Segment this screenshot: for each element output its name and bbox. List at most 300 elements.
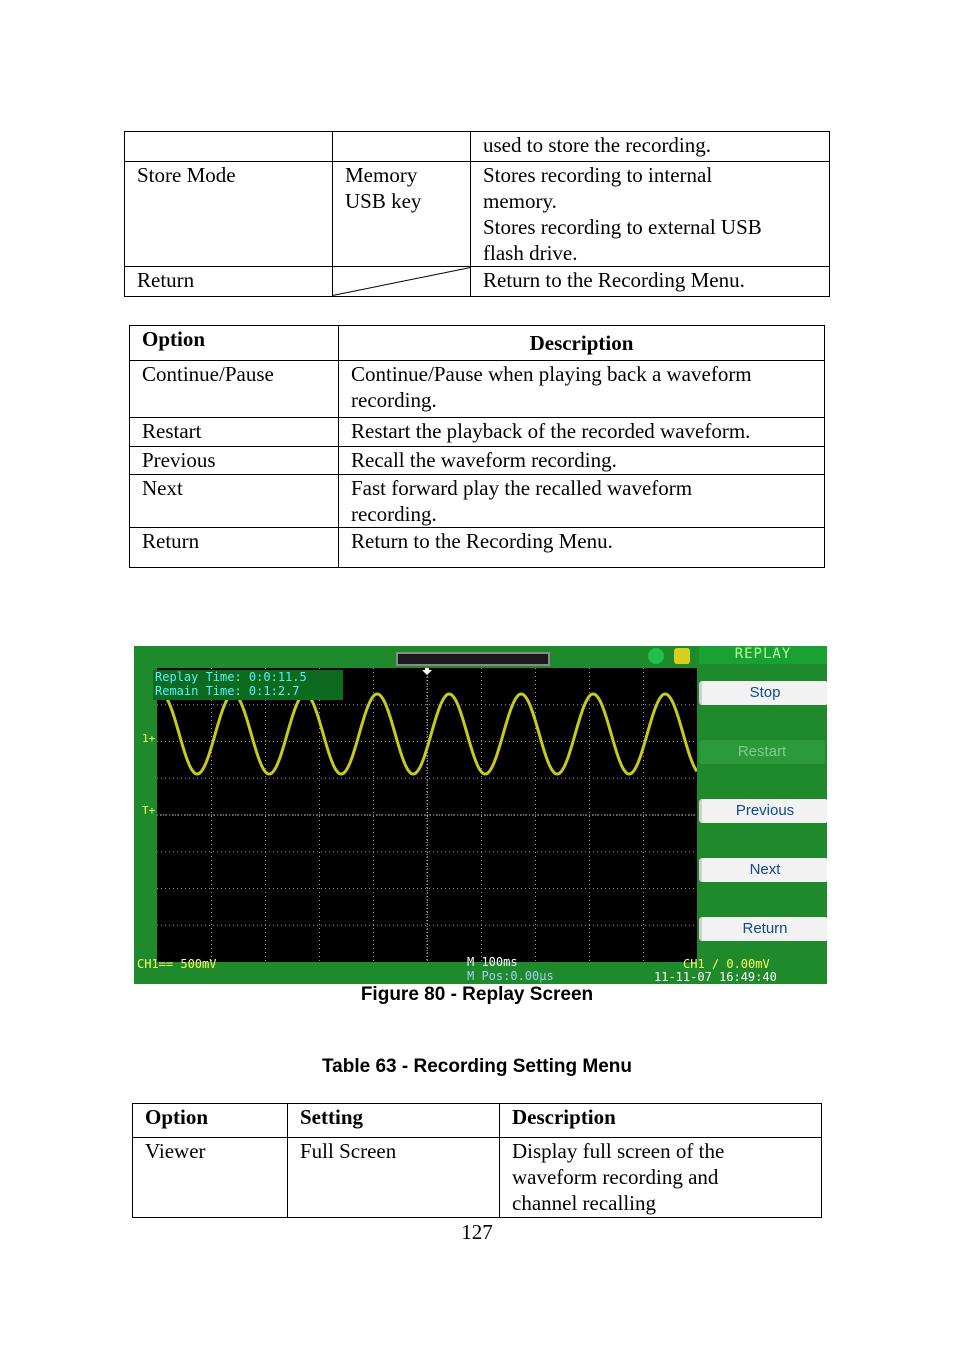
grid-dot — [265, 872, 266, 873]
grid-dot — [481, 728, 482, 729]
grid-dot — [319, 924, 320, 925]
grid-dot — [319, 912, 320, 913]
grid-dot — [265, 668, 266, 669]
grid-dot — [535, 816, 536, 817]
grid-dot — [481, 948, 482, 949]
grid-dot — [265, 956, 266, 957]
grid-dot — [319, 848, 320, 849]
grid-dot — [535, 876, 536, 877]
grid-dot — [535, 944, 536, 945]
grid-dot — [589, 920, 590, 921]
grid-dot — [643, 876, 644, 877]
grid-dot — [589, 668, 590, 669]
table-caption: Table 63 - Recording Setting Menu — [321, 1056, 632, 1077]
grid-dot — [373, 900, 374, 901]
grid-dot — [373, 792, 374, 793]
grid-dot — [589, 928, 590, 929]
previous-button[interactable]: Previous — [699, 799, 827, 823]
grid-dot — [535, 892, 536, 893]
grid-dot — [643, 724, 644, 725]
grid-dot — [589, 952, 590, 953]
grid-dot — [265, 740, 266, 741]
grid-dot — [643, 768, 644, 769]
grid-dot — [319, 852, 320, 853]
grid-dot — [211, 796, 212, 797]
timebase: M 100ms — [467, 955, 518, 969]
grid-dot — [211, 948, 212, 949]
grid-dot — [481, 776, 482, 777]
grid-dot — [481, 848, 482, 849]
memory-bar — [396, 652, 550, 666]
grid-dot — [481, 820, 482, 821]
grid-dot — [319, 748, 320, 749]
grid-dot — [481, 952, 482, 953]
grid-dot — [535, 732, 536, 733]
return-button[interactable]: Return — [699, 917, 827, 941]
grid-dot — [589, 736, 590, 737]
grid-dot — [481, 684, 482, 685]
grid-dot — [319, 892, 320, 893]
grid-dot — [589, 812, 590, 813]
grid-dot — [211, 804, 212, 805]
grid-dot — [643, 960, 644, 961]
table-cell: Return to the Recording Menu. — [471, 267, 830, 297]
grid-dot — [643, 712, 644, 713]
grid-dot — [427, 904, 428, 905]
grid-dot — [373, 944, 374, 945]
grid-dot — [427, 736, 428, 737]
grid-dot — [589, 784, 590, 785]
restart-button[interactable]: Restart — [699, 740, 825, 764]
grid-dot — [643, 668, 644, 669]
grid-dot — [373, 720, 374, 721]
grid-dot — [643, 760, 644, 761]
grid-dot — [211, 820, 212, 821]
grid-dot — [373, 932, 374, 933]
grid-dot — [373, 772, 374, 773]
grid-dot — [535, 752, 536, 753]
grid-dot — [319, 856, 320, 857]
grid-dot — [211, 852, 212, 853]
grid-dot — [643, 692, 644, 693]
header-option: Option — [130, 326, 339, 361]
stop-button[interactable]: Stop — [699, 681, 827, 705]
grid-dot — [535, 844, 536, 845]
grid-dot — [427, 712, 428, 713]
grid-dot — [481, 668, 482, 669]
grid-dot — [373, 960, 374, 961]
grid-dot — [481, 908, 482, 909]
grid-dot — [535, 812, 536, 813]
grid-dot — [589, 836, 590, 837]
grid-dot — [535, 920, 536, 921]
grid-dot — [211, 732, 212, 733]
table-row — [133, 1138, 822, 1218]
table-cell — [500, 1138, 822, 1218]
grid-dot — [643, 732, 644, 733]
grid-dot — [265, 948, 266, 949]
grid-dot — [265, 864, 266, 865]
grid-dot — [265, 936, 266, 937]
grid-dot — [481, 804, 482, 805]
grid-dot — [427, 804, 428, 805]
grid-dot — [319, 880, 320, 881]
grid-dot — [211, 864, 212, 865]
table-cell: Store Mode — [125, 162, 333, 267]
grid-dot — [427, 912, 428, 913]
grid-dot — [265, 832, 266, 833]
grid-dot — [373, 756, 374, 757]
grid-dot — [481, 836, 482, 837]
grid-dot — [373, 752, 374, 753]
grid-dot — [589, 756, 590, 757]
grid-dot — [643, 892, 644, 893]
grid-dot — [319, 788, 320, 789]
grid-dot — [643, 900, 644, 901]
grid-dot — [535, 960, 536, 961]
grid-dot — [643, 840, 644, 841]
grid-dot — [427, 684, 428, 685]
grid-dot — [535, 684, 536, 685]
table-cell: Restart the playback of the recorded waveform. — [339, 418, 825, 447]
grid-dot — [265, 836, 266, 837]
grid-dot — [211, 952, 212, 953]
grid-dot — [373, 712, 374, 713]
grid-dot — [481, 712, 482, 713]
grid-dot — [535, 952, 536, 953]
grid-dot — [373, 948, 374, 949]
grid-dot — [373, 824, 374, 825]
grid-dot — [373, 884, 374, 885]
grid-dot — [481, 832, 482, 833]
grid-dot — [643, 680, 644, 681]
grid-dot — [427, 844, 428, 845]
grid-dot — [643, 700, 644, 701]
grid-dot — [535, 896, 536, 897]
grid-dot — [481, 840, 482, 841]
grid-dot — [535, 772, 536, 773]
grid-dot — [589, 764, 590, 765]
grid-dot — [319, 956, 320, 957]
grid-dot — [481, 724, 482, 725]
grid-dot — [481, 864, 482, 865]
grid-dot — [589, 688, 590, 689]
grid-dot — [211, 944, 212, 945]
grid-dot — [319, 776, 320, 777]
grid-dot — [211, 768, 212, 769]
grid-dot — [211, 896, 212, 897]
grid-dot — [427, 768, 428, 769]
grid-dot — [427, 936, 428, 937]
grid-dot — [643, 916, 644, 917]
grid-dot — [265, 800, 266, 801]
grid-dot — [373, 672, 374, 673]
grid-dot — [643, 852, 644, 853]
grid-dot — [373, 904, 374, 905]
grid-dot — [589, 936, 590, 937]
grid-dot — [427, 792, 428, 793]
grid-dot — [481, 768, 482, 769]
replay-time: Replay Time: 0:0:11.5 — [155, 670, 307, 684]
grid-dot — [535, 680, 536, 681]
grid-dot — [265, 860, 266, 861]
grid-dot — [535, 864, 536, 865]
grid-dot — [319, 816, 320, 817]
table-cell: Return to the Recording Menu. — [339, 528, 825, 568]
grid-dot — [211, 712, 212, 713]
grid-dot — [643, 952, 644, 953]
grid-dot — [373, 872, 374, 873]
grid-dot — [319, 768, 320, 769]
table-cell: Return — [125, 267, 333, 297]
grid-dot — [643, 704, 644, 705]
grid-dot — [319, 812, 320, 813]
grid-dot — [643, 808, 644, 809]
grid-dot — [319, 944, 320, 945]
grid-dot — [643, 716, 644, 717]
grid-dot — [589, 744, 590, 745]
page-number: 127 — [461, 1220, 493, 1244]
grid-dot — [589, 720, 590, 721]
grid-dot — [265, 736, 266, 737]
figure-caption: Figure 80 - Replay Screen — [360, 984, 594, 1005]
grid-dot — [589, 788, 590, 789]
grid-dot — [319, 860, 320, 861]
grid-dot — [643, 912, 644, 913]
next-button[interactable]: Next — [699, 858, 827, 882]
table-cell: Full Screen — [288, 1138, 500, 1218]
grid-dot — [643, 888, 644, 889]
header-description: Description — [339, 326, 825, 361]
grid-dot — [535, 836, 536, 837]
grid-dot — [481, 748, 482, 749]
grid-dot — [265, 916, 266, 917]
grid-dot — [535, 784, 536, 785]
grid-dot — [643, 820, 644, 821]
grid-dot — [481, 932, 482, 933]
grid-dot — [643, 844, 644, 845]
grid-dot — [481, 844, 482, 845]
grid-dot — [373, 836, 374, 837]
grid-dot — [481, 744, 482, 745]
grid-dot — [373, 736, 374, 737]
grid-dot — [211, 932, 212, 933]
grid-dot — [589, 900, 590, 901]
grid-dot — [535, 800, 536, 801]
grid-dot — [589, 948, 590, 949]
grid-dot — [589, 844, 590, 845]
table-row — [125, 162, 830, 267]
grid-dot — [481, 816, 482, 817]
grid-dot — [535, 924, 536, 925]
grid-dot — [535, 744, 536, 745]
grid-dot — [535, 832, 536, 833]
grid-dot — [643, 896, 644, 897]
grid-dot — [265, 824, 266, 825]
grid-dot — [643, 928, 644, 929]
grid-dot — [265, 760, 266, 761]
grid-dot — [427, 876, 428, 877]
grid-dot — [643, 772, 644, 773]
grid-dot — [319, 704, 320, 705]
grid-dot — [319, 740, 320, 741]
grid-dot — [265, 892, 266, 893]
desc-line: flash drive. — [483, 241, 578, 265]
grid-dot — [319, 836, 320, 837]
table-cell: Restart — [130, 418, 339, 447]
grid-dot — [643, 864, 644, 865]
grid-dot — [427, 676, 428, 677]
grid-dot — [535, 916, 536, 917]
grid-dot — [589, 868, 590, 869]
grid-dot — [319, 908, 320, 909]
grid-dot — [589, 940, 590, 941]
grid-dot — [319, 828, 320, 829]
grid-dot — [265, 868, 266, 869]
grid-dot — [265, 884, 266, 885]
grid-dot — [211, 808, 212, 809]
table-cell — [125, 132, 333, 162]
grid-dot — [427, 720, 428, 721]
grid-dot — [589, 732, 590, 733]
grid-dot — [481, 688, 482, 689]
grid-dot — [265, 848, 266, 849]
grid-dot — [319, 840, 320, 841]
grid-dot — [643, 812, 644, 813]
grid-dot — [535, 824, 536, 825]
grid-dot — [265, 952, 266, 953]
grid-dot — [373, 732, 374, 733]
grid-dot — [373, 844, 374, 845]
grid-dot — [427, 724, 428, 725]
grid-dot — [211, 776, 212, 777]
grid-dot — [373, 760, 374, 761]
grid-dot — [535, 820, 536, 821]
grid-dot — [481, 920, 482, 921]
desc-line: recording. — [351, 388, 437, 412]
store-settings-table — [124, 131, 830, 297]
grid-dot — [481, 872, 482, 873]
grid-dot — [211, 916, 212, 917]
channel1-marker: 1+ — [142, 732, 156, 745]
grid-dot — [427, 828, 428, 829]
grid-dot — [481, 900, 482, 901]
table-cell — [339, 475, 825, 528]
grid-dot — [211, 792, 212, 793]
grid-dot — [265, 780, 266, 781]
grid-dot — [211, 940, 212, 941]
grid-dot — [481, 808, 482, 809]
grid-dot — [373, 708, 374, 709]
grid-dot — [535, 736, 536, 737]
grid-dot — [643, 736, 644, 737]
grid-dot — [535, 764, 536, 765]
grid-dot — [481, 672, 482, 673]
grid-dot — [481, 792, 482, 793]
grid-dot — [265, 732, 266, 733]
grid-dot — [535, 848, 536, 849]
grid-dot — [643, 948, 644, 949]
grid-dot — [373, 768, 374, 769]
grid-dot — [481, 896, 482, 897]
grid-dot — [643, 800, 644, 801]
grid-dot — [373, 812, 374, 813]
grid-dot — [265, 896, 266, 897]
grid-dot — [373, 868, 374, 869]
grid-dot — [427, 868, 428, 869]
grid-dot — [319, 712, 320, 713]
grid-dot — [319, 772, 320, 773]
desc-line: Stores recording to internal — [483, 163, 713, 187]
desc-line: Fast forward play the recalled waveform — [351, 476, 693, 500]
grid-dot — [265, 712, 266, 713]
grid-dot — [643, 696, 644, 697]
grid-dot — [427, 756, 428, 757]
table-row — [125, 267, 830, 297]
grid-dot — [265, 820, 266, 821]
grid-dot — [265, 788, 266, 789]
grid-dot — [643, 860, 644, 861]
grid-dot — [589, 796, 590, 797]
grid-dot — [643, 936, 644, 937]
grid-dot — [373, 856, 374, 857]
table-cell — [339, 361, 825, 418]
grid-dot — [427, 696, 428, 697]
grid-dot — [427, 700, 428, 701]
grid-dot — [373, 776, 374, 777]
grid-dot — [481, 752, 482, 753]
grid-dot — [373, 864, 374, 865]
grid-dot — [211, 884, 212, 885]
grid-dot — [265, 756, 266, 757]
grid-dot — [373, 908, 374, 909]
grid-dot — [265, 880, 266, 881]
grid-dot — [589, 768, 590, 769]
replay-options-table — [129, 325, 825, 568]
grid-dot — [211, 840, 212, 841]
grid-dot — [211, 892, 212, 893]
grid-dot — [535, 668, 536, 669]
grid-dot — [373, 784, 374, 785]
grid-dot — [643, 824, 644, 825]
grid-dot — [643, 764, 644, 765]
grid-dot — [643, 868, 644, 869]
grid-dot — [427, 852, 428, 853]
grid-dot — [211, 780, 212, 781]
grid-dot — [589, 780, 590, 781]
grid-dot — [643, 728, 644, 729]
grid-dot — [481, 700, 482, 701]
grid-dot — [535, 696, 536, 697]
grid-dot — [265, 796, 266, 797]
grid-dot — [211, 880, 212, 881]
grid-dot — [373, 788, 374, 789]
table-cell — [333, 162, 471, 267]
grid-dot — [643, 708, 644, 709]
grid-dot — [319, 872, 320, 873]
grid-dot — [535, 712, 536, 713]
grid-dot — [643, 672, 644, 673]
grid-dot — [481, 940, 482, 941]
grid-dot — [373, 808, 374, 809]
grid-dot — [589, 800, 590, 801]
grid-dot — [211, 788, 212, 789]
grid-dot — [373, 956, 374, 957]
grid-dot — [643, 828, 644, 829]
grid-dot — [535, 728, 536, 729]
grid-dot — [211, 908, 212, 909]
grid-dot — [589, 752, 590, 753]
